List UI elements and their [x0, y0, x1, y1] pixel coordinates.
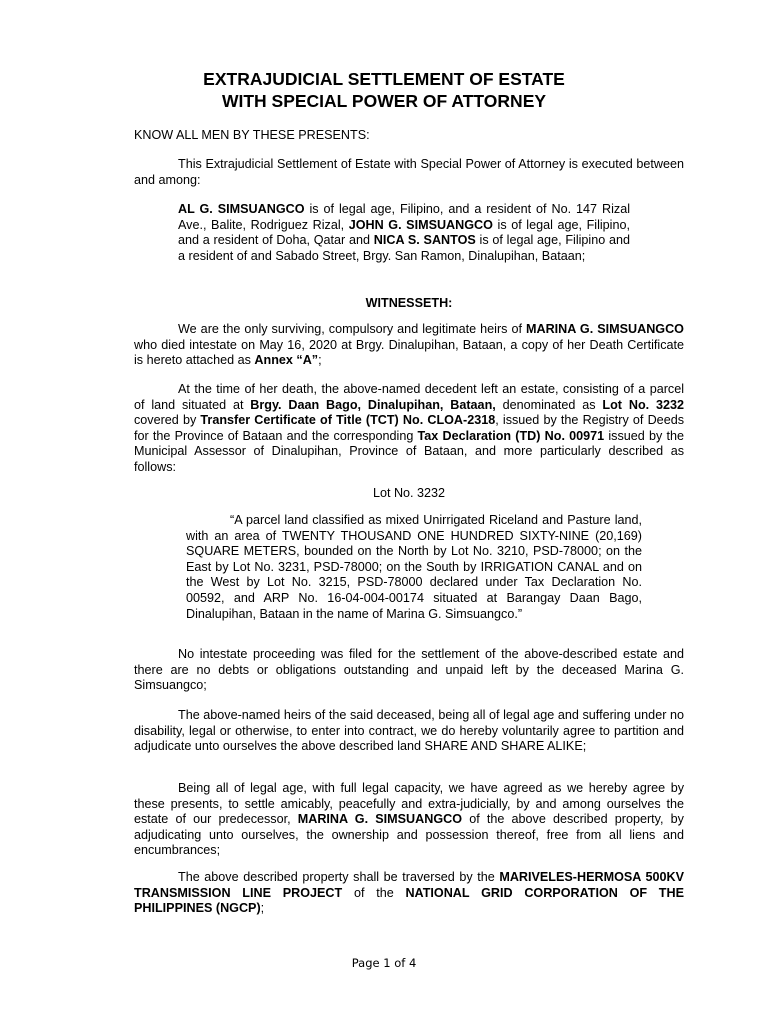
witnesseth-heading: WITNESSETH:	[365, 296, 453, 310]
heirs-paragraph	[134, 322, 684, 369]
agreement-text-2: of the above described property, by adjudicating unto ourselves, the ownership and possession thereof, free from all liens and encumbrances;	[134, 812, 684, 858]
agreement-text-1: Being all of legal age, with full legal capacity, we have agreed as we hereby agree by these presents, to settle amicably, peacefully and extra-judicially, by and among ourselves the estate of our predecessor,	[134, 781, 684, 827]
party-text-1: is of legal age, Filipino, and a resident of No. 147 Rizal Ave., Balite, Rodriguez Rizal,	[178, 202, 630, 232]
document-title	[0, 68, 768, 112]
heirs-text-2: who died intestate on May 16, 2020 at Brgy. Dinalupihan, Bataan, a copy of her Death Certificate is hereto attached as	[134, 337, 684, 368]
ngcp-name: NATIONAL GRID CORPORATION OF THE PHILIPPINES (NGCP)	[134, 885, 684, 916]
lot-description-quote: “A parcel land classified as mixed Unirrigated Riceland and Pasture land, with an area of TWENTY THOUSAND ONE HUNDRED SIXTY-NINE (20,169) SQUARE METERS, bounded on the North by Lot No. 3210, PSD-78000; on the East by Lot No. 3231, PSD-78000; on the South by IRRIGATION CANAL and on the West by Lot No. 3215, PSD-78000 declared under Tax Declaration No. 00592, and ARP No. 16-04-004-00174 situated at Barangay Daan Bago, Dinalupihan, Bataan in the name of Marina G. Simsuangco.”	[186, 513, 642, 621]
traversed-text-1: The above described property shall be traversed by the	[178, 870, 500, 884]
estate-text-1: At the time of her death, the above-named decedent left an estate, consisting of a parcel of land situated at	[134, 382, 684, 412]
transmission-project: MARIVELES-HERMOSA 500KV TRANSMISSION LINE PROJECT	[134, 870, 684, 900]
parties-paragraph	[178, 202, 630, 264]
lot-number: Lot No. 3232	[602, 397, 684, 412]
agreement-paragraph	[134, 781, 684, 859]
heirs-text-1: We are the only surviving, compulsory and legitimate heirs of	[178, 322, 526, 336]
party-text-3: is of legal age, Filipino and a resident of and Sabado Street, Brgy. San Ramon, Dinalupihan, Bataan;	[178, 233, 631, 263]
party-name-3: NICA S. SANTOS	[373, 233, 476, 248]
decedent-name: MARINA G. SIMSUANGCO	[525, 322, 684, 336]
partition-paragraph: The above-named heirs of the said deceased, being all of legal age and suffering under no disability, legal or otherwise, to enter into contract, we do hereby voluntarily agree to partition and adjudicate unto ourselves the above described land SHARE AND SHARE ALIKE;	[134, 708, 684, 754]
traversed-text-3: ;	[260, 901, 265, 916]
traversed-text-2: of the	[342, 885, 406, 900]
no-intestate-paragraph: No intestate proceeding was filed for the settlement of the above-described estate and there are no debts or obligations outstanding and unpaid left by the deceased Marina G. Simsuangco;	[134, 647, 684, 693]
estate-paragraph	[134, 382, 684, 476]
heirs-text-3: ;	[318, 353, 322, 368]
lot-label: Lot No. 3232	[372, 486, 446, 500]
traversed-paragraph	[134, 870, 684, 917]
party-name-2: JOHN G. SIMSUANGCO	[348, 217, 493, 232]
tct-number: Transfer Certificate of Title (TCT) No. CLOA-2318	[200, 413, 496, 428]
tax-declaration-number: Tax Declaration (TD) No. 00971	[417, 428, 605, 443]
title-line-1: EXTRAJUDICIAL SETTLEMENT OF ESTATE	[203, 69, 565, 89]
page-number-footer: Page 1 of 4	[351, 956, 417, 970]
annex-a-reference: Annex “A”	[254, 353, 319, 368]
party-text-2: is of legal age, Filipino, and a resident of Doha, Qatar and	[178, 217, 630, 248]
predecessor-name: MARINA G. SIMSUANGCO	[297, 812, 463, 827]
estate-location: Brgy. Daan Bago, Dinalupihan, Bataan,	[250, 397, 496, 412]
party-name-1: AL G. SIMSUANGCO	[178, 202, 305, 216]
estate-text-3: covered by	[134, 413, 201, 428]
estate-text-2: denominated as	[495, 397, 603, 412]
know-all-men-heading: KNOW ALL MEN BY THESE PRESENTS:	[134, 128, 370, 142]
estate-text-5: issued by the Municipal Assessor of Dinalupihan, Province of Bataan, and more particularly described as follows:	[134, 428, 684, 474]
title-line-2: WITH SPECIAL POWER OF ATTORNEY	[221, 91, 547, 111]
intro-paragraph: This Extrajudicial Settlement of Estate with Special Power of Attorney is executed between and among:	[134, 157, 684, 187]
estate-text-4: , issued by the Registry of Deeds for the Province of Bataan and the corresponding	[134, 413, 684, 443]
